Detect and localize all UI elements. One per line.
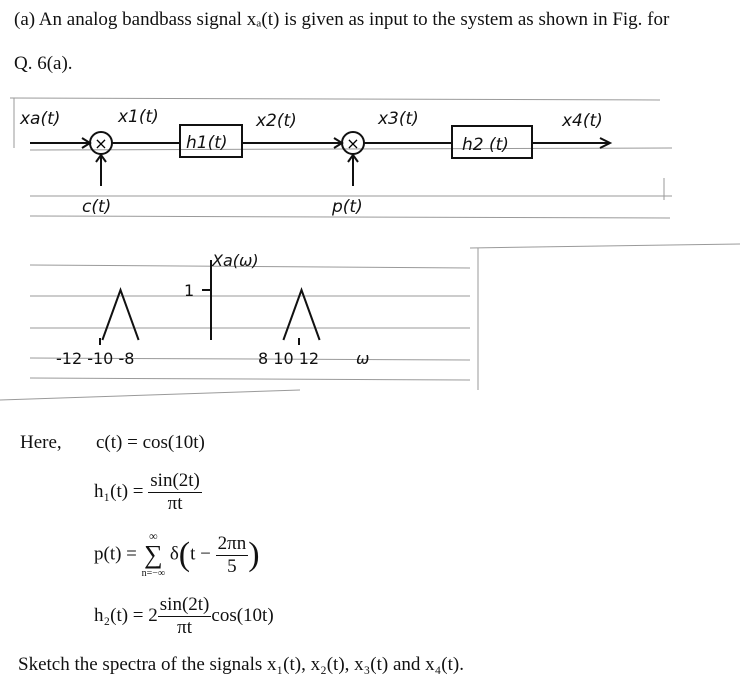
label-x4: x4(t) — [562, 111, 603, 131]
equation-h2 — [94, 594, 274, 639]
mixer-1-symbol: × — [94, 134, 108, 153]
label-x2: x2(t) — [256, 111, 297, 131]
equation-h1 — [94, 470, 202, 515]
spectrum-triangle-left — [102, 290, 138, 340]
system-block-diagram — [0, 88, 754, 403]
equation-p-delta: δ — [169, 543, 179, 565]
question-intro-line2: Q. 6(a). — [14, 53, 73, 74]
equation-p-denominator: 5 — [227, 555, 237, 577]
block-h1-label: h1(t) — [186, 133, 228, 153]
equation-h2-lhs: h₂(t) = 2 — [94, 604, 158, 626]
equation-p-sum-bottom: n=−∞ — [141, 568, 166, 579]
equation-p-lhs: p(t) = — [94, 543, 137, 565]
equation-p-numerator: 2πn — [217, 532, 247, 554]
equation-p-t: t − — [190, 543, 211, 565]
label-xa-in: xa(t) — [20, 109, 61, 129]
label-c: c(t) — [82, 197, 112, 217]
spectrum-amp-tick: 1 — [184, 281, 195, 300]
label-p: p(t) — [332, 197, 363, 217]
here-label: Here, — [20, 432, 62, 453]
block-h2-label: h2 (t) — [462, 135, 509, 155]
spectrum-ticks-right: 8 10 12 — [258, 349, 320, 368]
spectrum-omega-axis: ω — [356, 349, 370, 368]
equation-h1-lhs: h₁(t) = — [94, 480, 144, 502]
equation-h2-numerator: sin(2t) — [159, 594, 210, 615]
equation-h2-denominator: πt — [177, 617, 193, 638]
equation-p: p(t) = ∞ ∑ n=−∞ δ(t − $\frac{2\pi n}{5}$ ) — [94, 529, 260, 579]
task-sketch-line: Sketch the spectra of the signals x₁(t), x₂(t), x₃(t) and x₄(t). — [18, 654, 464, 675]
label-x3: x3(t) — [378, 109, 419, 129]
label-x1: x1(t) — [118, 107, 159, 127]
sigma-icon: ∑ — [144, 540, 163, 569]
equation-c: c(t) = cos(10t) — [96, 432, 205, 453]
equation-h2-tail: cos(10t) — [211, 604, 274, 626]
mixer-2-symbol: × — [346, 134, 360, 153]
spectrum-title: Xa(ω) — [212, 251, 259, 270]
equation-p-sum-top: ∞ — [149, 529, 158, 543]
question-intro-line1: (a) An analog bandbass signal xₐ(t) is given as input to the system as shown in Fig. for — [14, 9, 670, 30]
signal-path — [30, 125, 610, 186]
spectrum-ticks-left: -12 -10 -8 — [56, 349, 135, 368]
spectrum-plot — [100, 260, 320, 345]
spectrum-triangle-right — [283, 290, 319, 340]
equation-h1-denominator: πt — [167, 493, 183, 514]
equation-h1-numerator: sin(2t) — [150, 470, 200, 491]
